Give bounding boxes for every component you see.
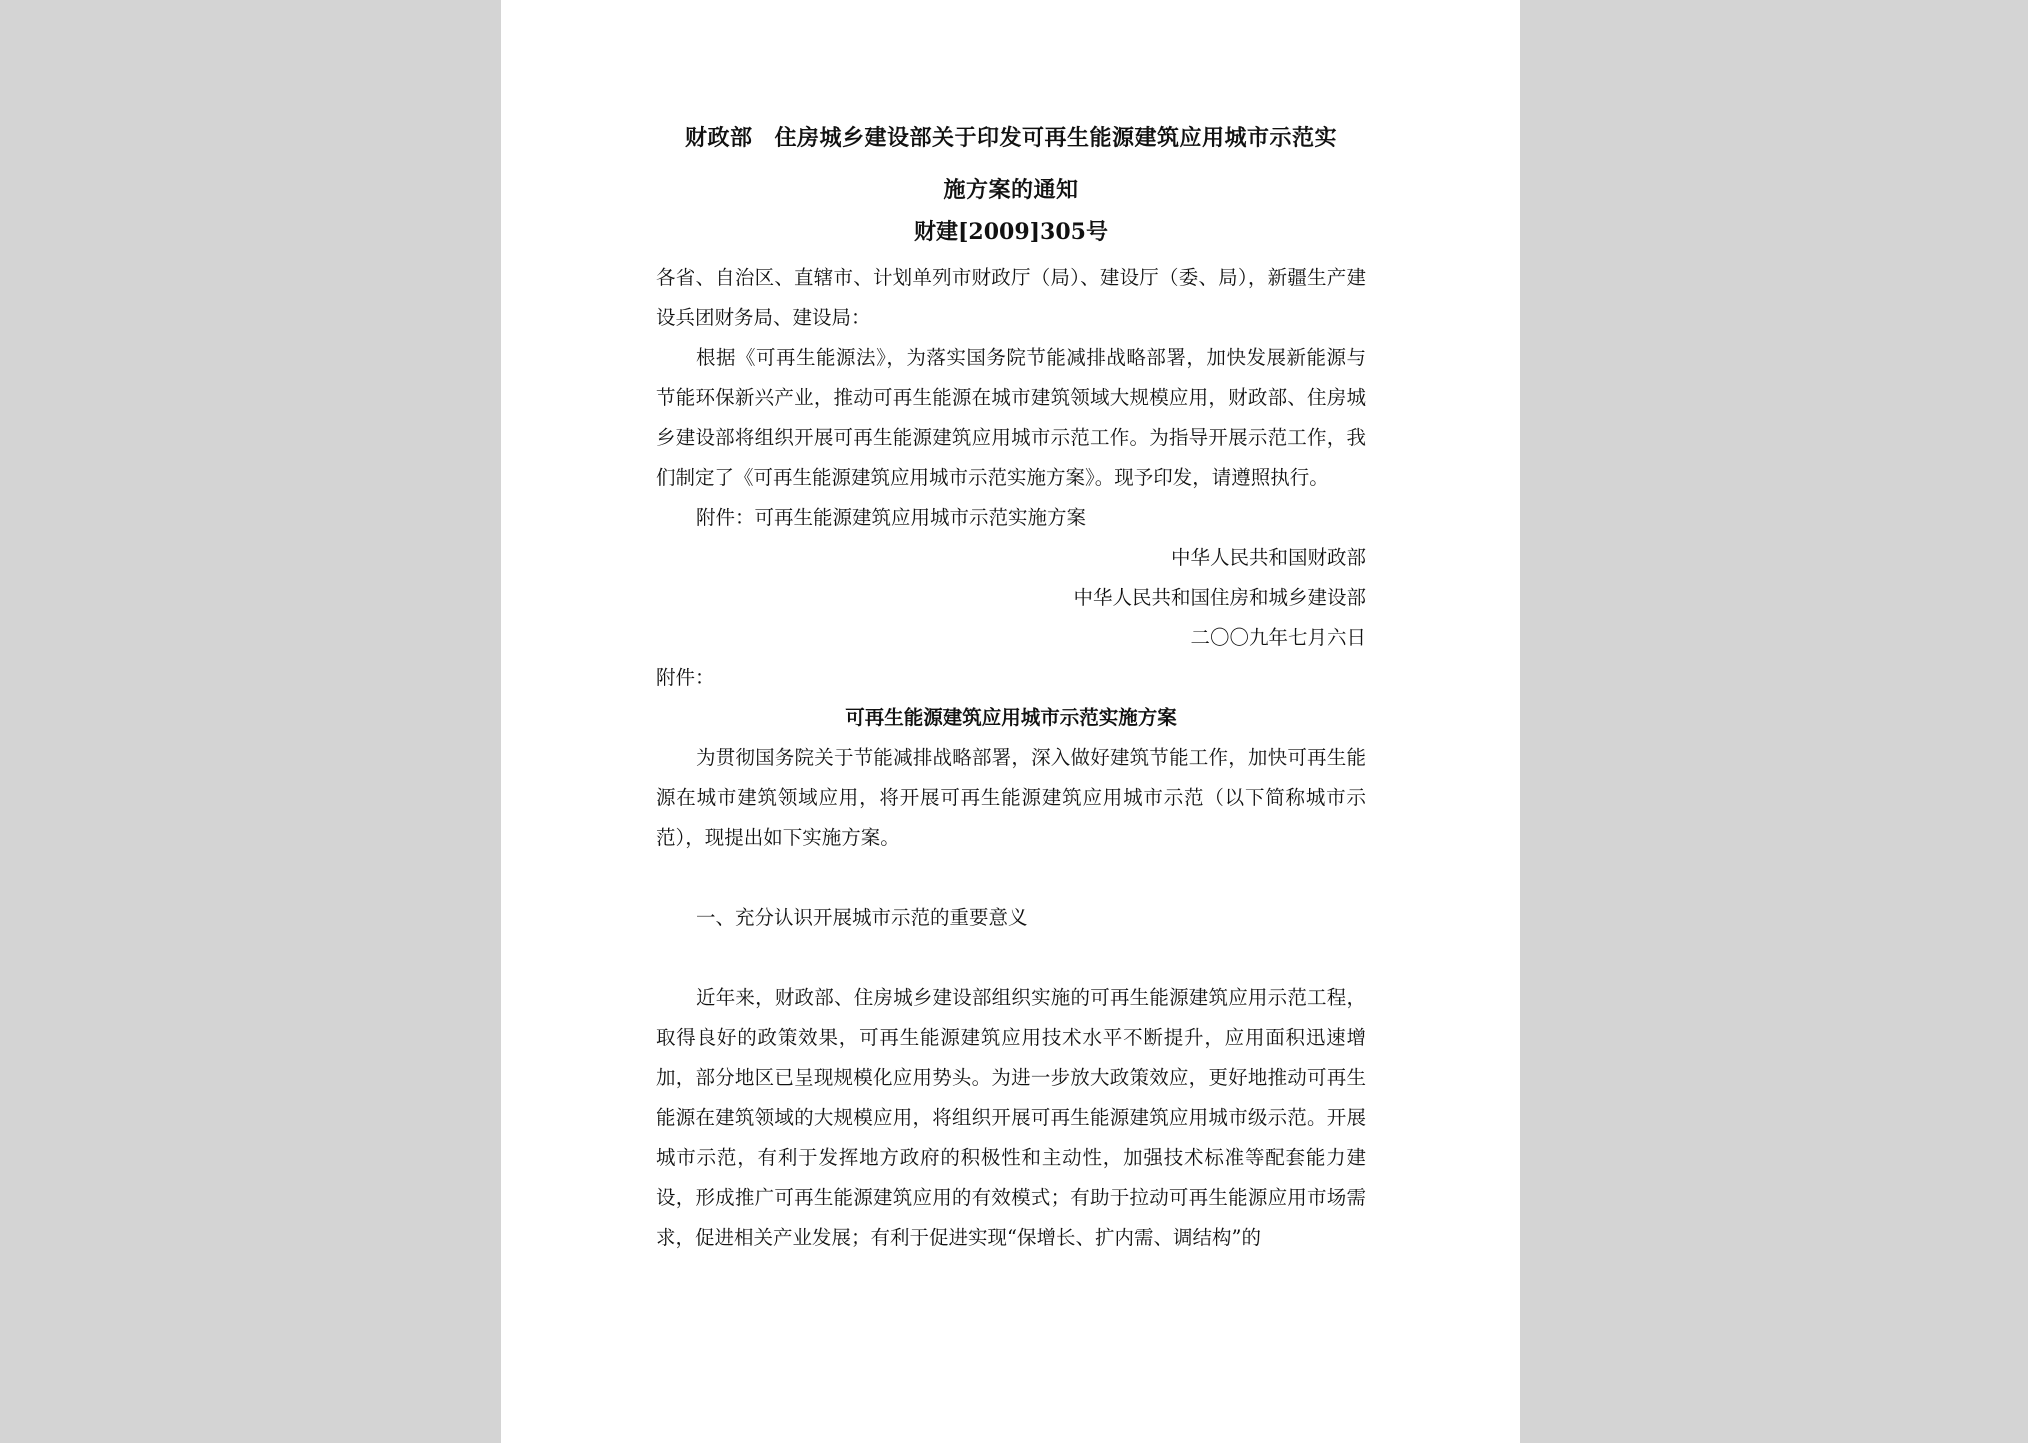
section-1-heading: 一、充分认识开展城市示范的重要意义	[696, 906, 1028, 929]
attachment-label: 附件：	[656, 666, 715, 689]
attachment-note: 附件：可再生能源建筑应用城市示范实施方案	[696, 506, 1087, 529]
document-number: 财建[2009]305号	[914, 219, 1108, 245]
title-issuer-1: 财政部	[684, 125, 753, 151]
section-1-paragraph: 近年来，财政部、住房城乡建设部组织实施的可再生能源建筑应用示范工程，取得良好的政策效果，可再生能源建筑应用技术水平不断提升，应用面积迅速增加，部分地区已呈现规模化应用势头。为进一步放大政策效应，更好地推动可再生能源在建筑领域的大规模应用，将组织开展可再生能源建筑应用城市级示范。开展城市示范，有利于发挥地方政府的积极性和主动性，加强技术标准等配套能力建设，形成推广可再生能源建筑应用的有效模式；有助于拉动可再生能源应用市场需求，促进相关产业发展；有利于促进实现“保增长、扩内需、调结构”的	[656, 986, 1366, 1249]
issue-date: 二〇〇九年七月六日	[1190, 626, 1366, 649]
addressee-paragraph: 各省、自治区、直辖市、计划单列市财政厅（局）、建设厅（委、局），新疆生产建设兵团财务局、建设局：	[656, 266, 1366, 329]
attachment-intro-paragraph: 为贯彻国务院关于节能减排战略部署，深入做好建筑节能工作，加快可再生能源在城市建筑领域应用，将开展可再生能源建筑应用城市示范（以下简称城市示范），现提出如下实施方案。	[656, 746, 1366, 849]
attachment-title: 可再生能源建筑应用城市示范实施方案	[845, 706, 1177, 729]
document-body	[656, 258, 1366, 1258]
document-page	[501, 0, 1520, 1443]
title-issuer-2-and-subject: 住房城乡建设部关于印发可再生能源建筑应用城市示范实	[774, 125, 1338, 151]
signatory-ministry-of-finance: 中华人民共和国财政部	[1170, 546, 1366, 569]
signatory-ministry-of-housing: 中华人民共和国住房和城乡建设部	[1073, 586, 1366, 609]
intro-paragraph: 根据《可再生能源法》，为落实国务院节能减排战略部署，加快发展新能源与节能环保新兴产业，推动可再生能源在城市建筑领域大规模应用，财政部、住房城乡建设部将组织开展可再生能源建筑应用城市示范工作。为指导开展示范工作，我们制定了《可再生能源建筑应用城市示范实施方案》。现予印发，请遵照执行。	[656, 346, 1366, 489]
document-title	[656, 112, 1366, 216]
title-line-2: 施方案的通知	[943, 177, 1079, 203]
title-line-1	[656, 112, 1366, 164]
section-spacer	[656, 858, 1366, 898]
section-spacer	[656, 938, 1366, 978]
